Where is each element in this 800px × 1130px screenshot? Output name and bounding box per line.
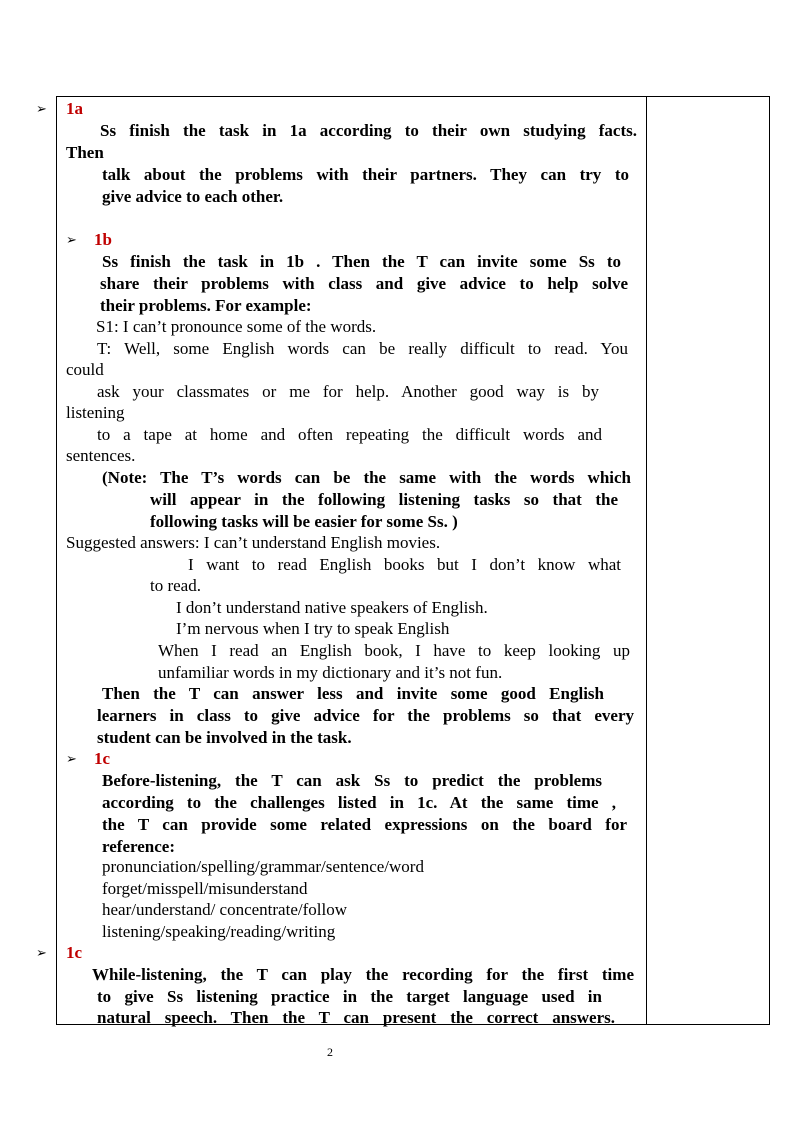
dialogue-line: ask your classmates or me for help. Another good way is by [97, 382, 599, 401]
note-line: will appear in the following listening tasks so that the [150, 490, 618, 509]
text-line: Ss finish the task in 1a according to their own studying facts. [100, 121, 637, 140]
section-heading-1a: 1a [66, 99, 83, 118]
section-heading-1c-while: 1c [66, 943, 83, 962]
text-line: learners in class to give advice for the problems so that every [97, 706, 634, 725]
text-line: their problems. For example: [100, 296, 312, 315]
dialogue-line: listening [66, 403, 125, 422]
expression-line: hear/understand/ concentrate/follow [102, 900, 347, 919]
text-line: Then the T can answer less and invite some good English [102, 684, 604, 703]
table-column-divider [646, 96, 647, 1025]
suggested-answer: I’m nervous when I try to speak English [176, 619, 450, 638]
dialogue-line: sentences. [66, 446, 136, 465]
text-line: Before-listening, the T can ask Ss to predict the problems [102, 771, 602, 790]
suggested-answer: I want to read English books but I don’t know what [188, 555, 621, 574]
text-line: Ss finish the task in 1b . Then the T can invite some Ss to [102, 252, 621, 271]
text-line: While-listening, the T can play the recording for the first time [92, 965, 634, 984]
suggested-answer: unfamiliar words in my dictionary and it’s not fun. [158, 663, 503, 682]
note-line: following tasks will be easier for some Ss. ) [150, 512, 458, 531]
dialogue-line: T: Well, some English words can be really difficult to read. You [97, 339, 628, 358]
dialogue-line: S1: I can’t pronounce some of the words. [96, 317, 377, 336]
suggested-answer: to read. [150, 576, 201, 595]
text-line: to give Ss listening practice in the target language used in [97, 987, 602, 1006]
text-line: the T can provide some related expressions on the board for [102, 815, 627, 834]
text-line: natural speech. Then the T can present the correct answers. [97, 1008, 615, 1027]
suggested-answers-label: Suggested answers: I can’t understand English movies. [66, 533, 441, 552]
text-line: give advice to each other. [102, 187, 284, 206]
note-line: (Note: The T’s words can be the same with the words which [102, 468, 631, 487]
text-line: reference: [102, 837, 175, 856]
dialogue-line: could [66, 360, 104, 379]
text-line: student can be involved in the task. [97, 728, 352, 747]
text-line: talk about the problems with their partners. They can try to [102, 165, 629, 184]
expression-line: listening/speaking/reading/writing [102, 922, 336, 941]
text-line: according to the challenges listed in 1c. At the same time , [102, 793, 616, 812]
section-heading-1b: 1b [94, 230, 112, 249]
bullet-arrow-icon: ➢ [36, 101, 47, 116]
dialogue-line: to a tape at home and often repeating the difficult words and [97, 425, 602, 444]
suggested-answer: I don’t understand native speakers of English. [176, 598, 488, 617]
page-number: 2 [327, 1045, 333, 1059]
bullet-arrow-icon: ➢ [36, 945, 47, 960]
text-line: share their problems with class and give advice to help solve [100, 274, 628, 293]
bullet-arrow-icon: ➢ [66, 232, 77, 247]
section-heading-1c: 1c [94, 749, 111, 768]
expression-line: pronunciation/spelling/grammar/sentence/word [102, 857, 424, 876]
text-line: Then [66, 143, 104, 162]
bullet-arrow-icon: ➢ [66, 751, 77, 766]
suggested-answer: When I read an English book, I have to keep looking up [158, 641, 630, 660]
expression-line: forget/misspell/misunderstand [102, 879, 308, 898]
